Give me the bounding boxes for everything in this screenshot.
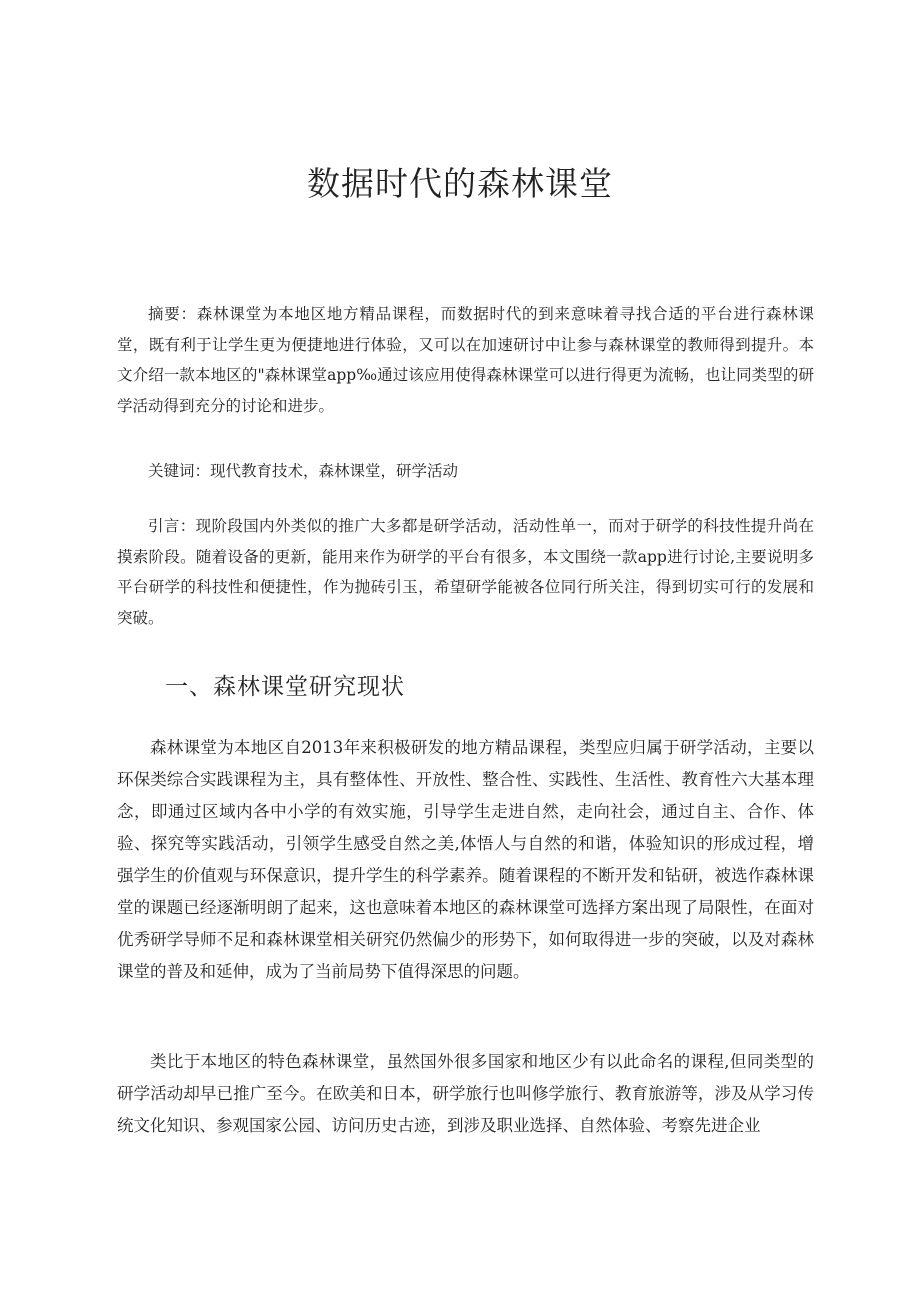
- document-title: 数据时代的森林课堂: [307, 164, 613, 203]
- abstract-paragraph: 摘要：森林课堂为本地区地方精品课程，而数据时代的到来意味着寻找合适的平台进行森林课堂，既有利于让学生更为便捷地进行体验，又可以在加速研讨中让参与森林课堂的教师得到提升。本文介绍一款本地区的"森林课堂app‰通过该应用使得森林课堂可以进行得更为流畅，也让同类型的研学活动得到充分的讨论和进步。: [117, 305, 814, 415]
- body-paragraph-1: 森林课堂为本地区自2013年来积极研发的地方精品课程，类型应归属于研学活动，主要以环保类综合实践课程为主，具有整体性、开放性、整合性、实践性、生活性、教育性六大基本理念，即通过区域内各中小学的有效实施，引导学生走进自然，走向社会，通过自主、合作、体验、探究等实践活动，引领学生感受自然之美,体悟人与自然的和谐，体验知识的形成过程，增强学生的价值观与环保意识，提升学生的科学素养。随着课程的不断开发和钻研，被选作森林课堂的课题已经逐渐明朗了起来，这也意味着本地区的森林课堂可选择方案出现了局限性，在面对优秀研学导师不足和森林课堂相关研究仍然偏少的形势下，如何取得进一步的突破，以及对森林课堂的普及和延伸，成为了当前局势下值得深思的问题。: [117, 738, 814, 981]
- section-heading: 一、森林课堂研究现状: [165, 674, 405, 700]
- introduction-paragraph: 引言：现阶段国内外类似的推广大多都是研学活动，活动性单一，而对于研学的科技性提升尚在摸索阶段。随着设备的更新，能用来作为研学的平台有很多，本文围绕一款app进行讨论,主要说明多平台研学的科技性和便捷性，作为抛砖引玉，希望研学能被各位同行所关注，得到切实可行的发展和突破。: [117, 517, 814, 627]
- keywords-paragraph: 关键词：现代教育技术，森林课堂，研学活动: [148, 462, 459, 480]
- body-paragraph-2: 类比于本地区的特色森林课堂，虽然国外很多国家和地区少有以此命名的课程,但同类型的研学活动却早已推广至今。在欧美和日本，研学旅行也叫修学旅行、教育旅游等，涉及从学习传统文化知识、参观国家公园、访问历史古迹，到涉及职业选择、自然体验、考察先进企业: [117, 1052, 814, 1135]
